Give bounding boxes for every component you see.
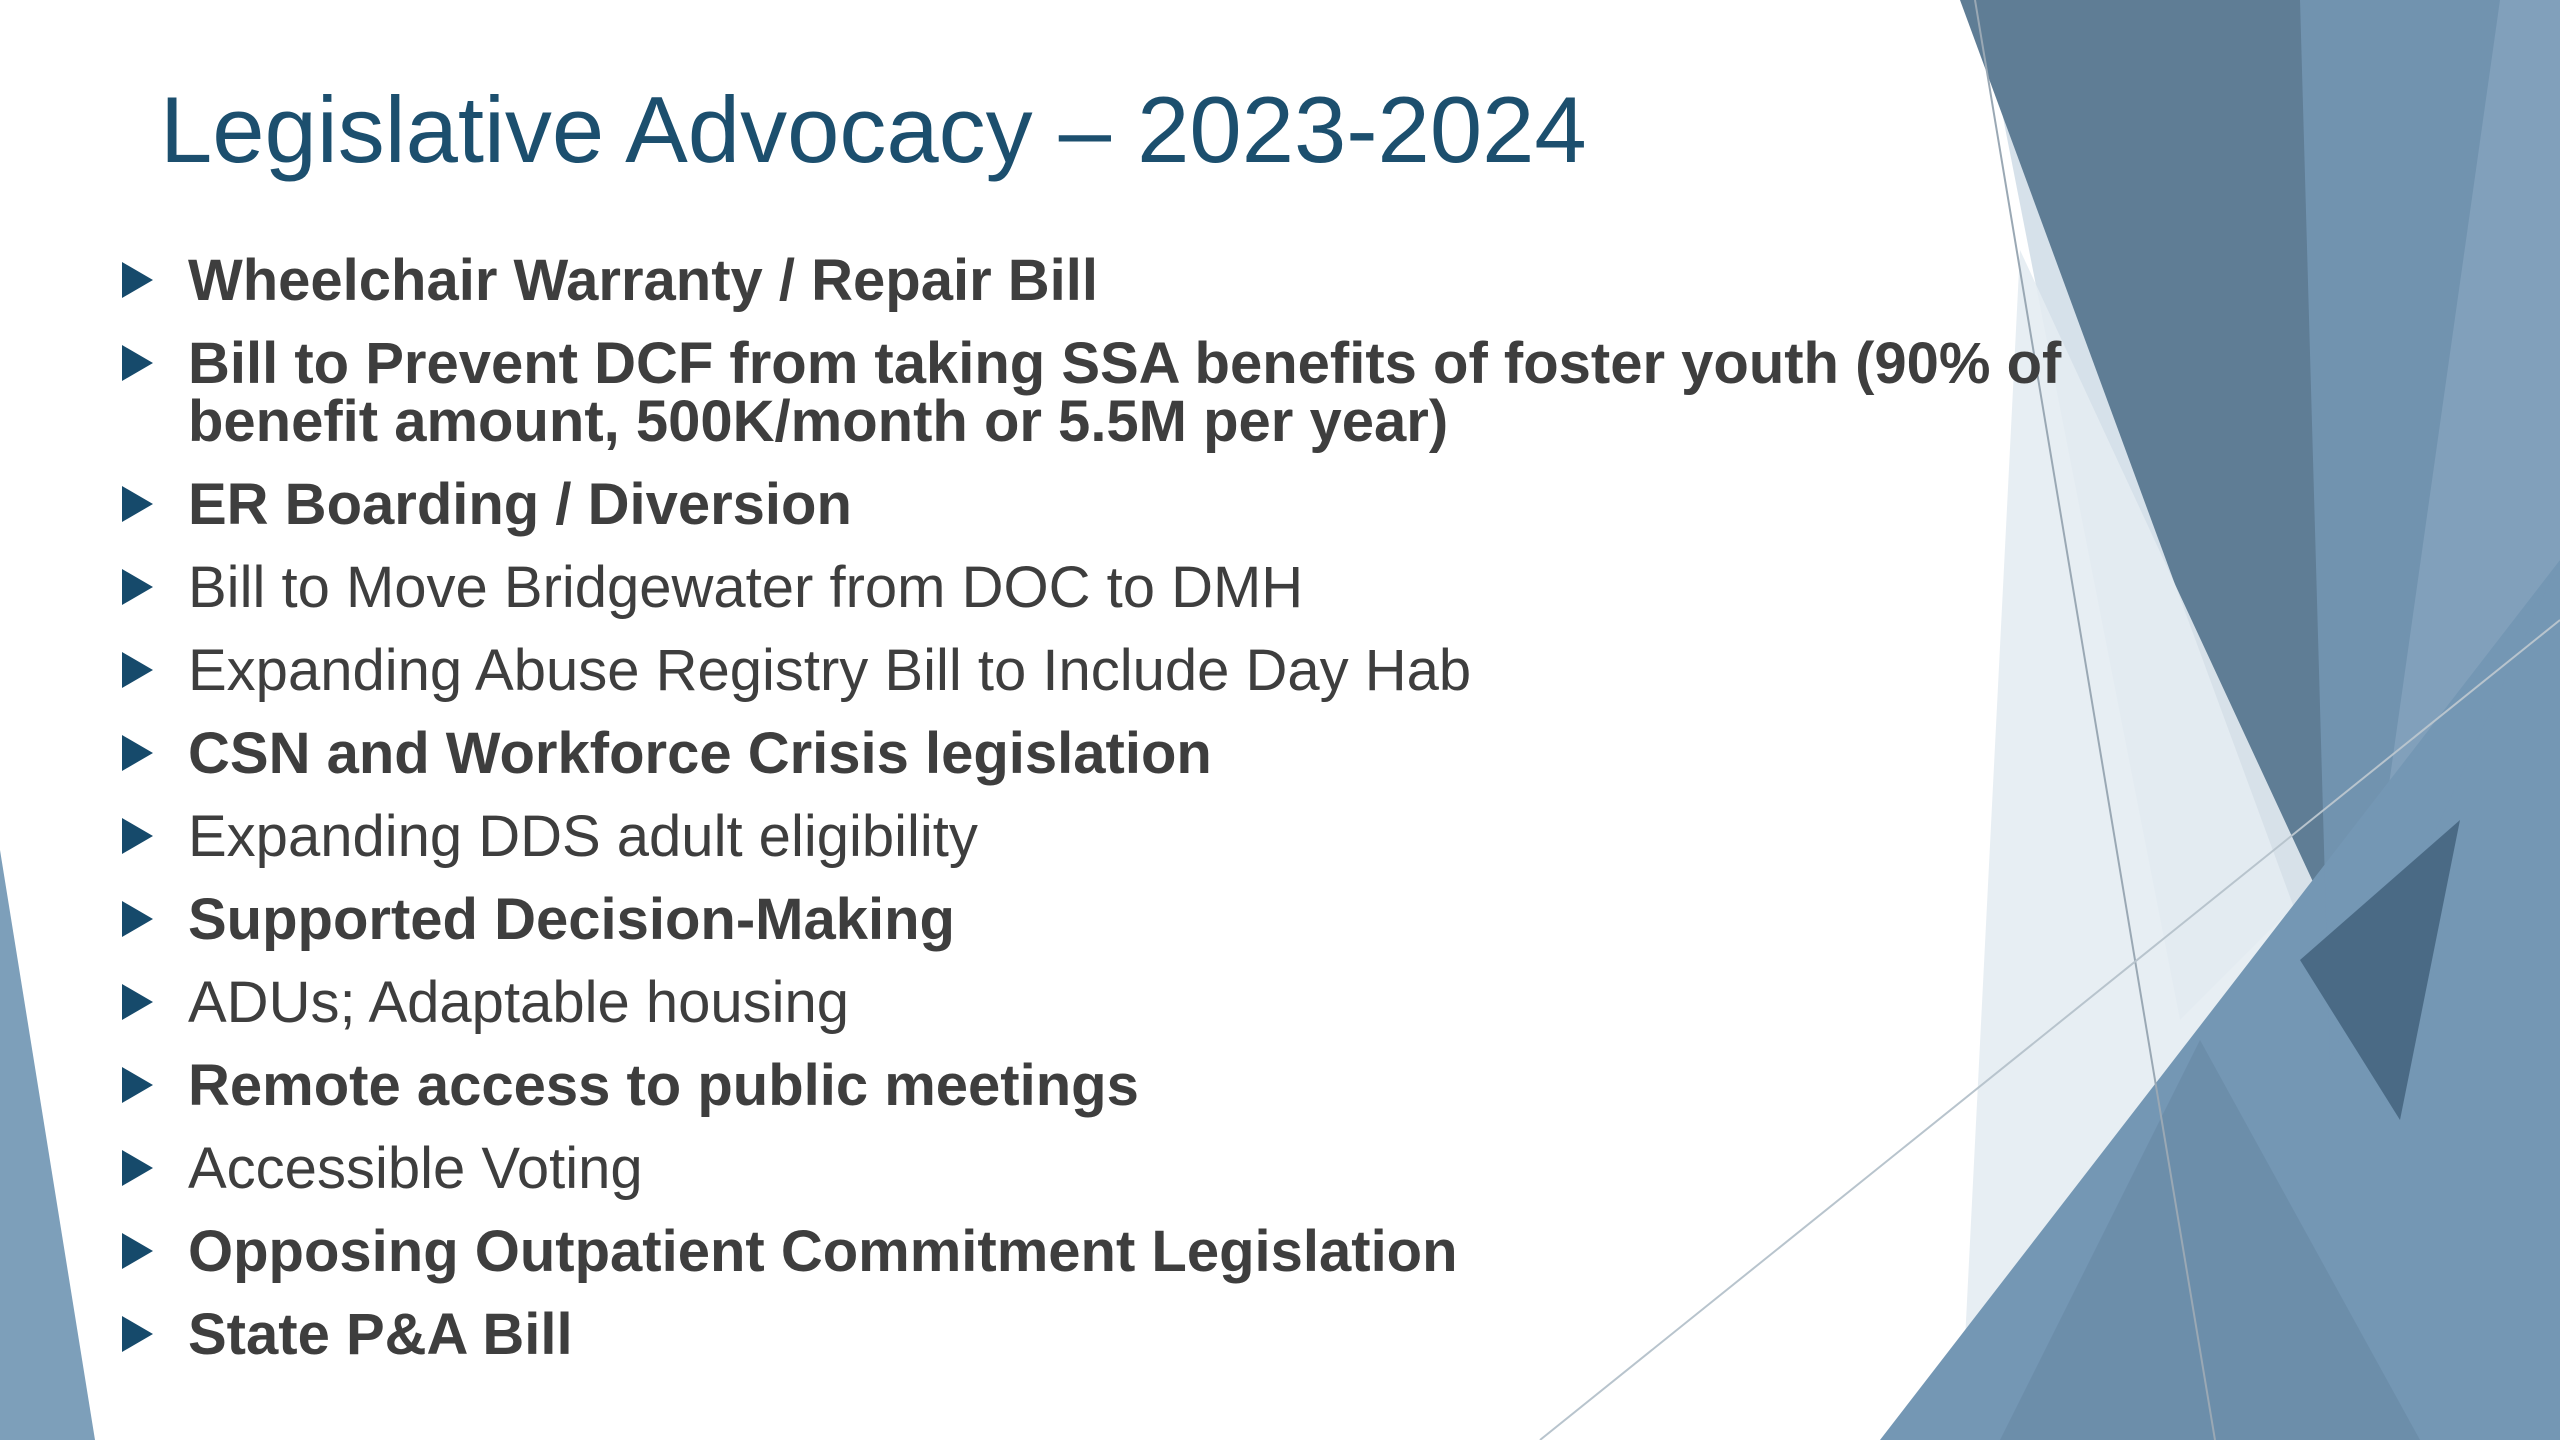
bullet-item	[118, 1053, 2118, 1118]
bullet-item	[118, 1136, 2118, 1201]
triangle-right-icon	[122, 1316, 153, 1352]
triangle-right-icon	[122, 569, 153, 605]
bullet-item	[118, 721, 2118, 786]
bullet-text: Expanding Abuse Registry Bill to Include Day Hab	[188, 638, 1472, 703]
bullet-item	[118, 1219, 2118, 1284]
triangle-right-icon	[122, 735, 153, 771]
bullet-text: ADUs; Adaptable housing	[188, 970, 849, 1035]
triangle-right-icon	[122, 1150, 153, 1186]
bullet-text: Supported Decision-Making	[188, 887, 955, 952]
bullet-item	[118, 970, 2118, 1035]
bullet-text: Expanding DDS adult eligibility	[188, 804, 978, 869]
bullet-item	[118, 804, 2118, 869]
bullet-item	[118, 248, 2118, 313]
bullet-item	[118, 555, 2118, 620]
triangle-right-icon	[122, 1067, 153, 1103]
bullet-text: Remote access to public meetings	[188, 1053, 1139, 1118]
left-edge-shape	[0, 850, 95, 1440]
slide-title: Legislative Advocacy – 2023-2024	[160, 77, 1587, 182]
triangle-right-icon	[122, 1233, 153, 1269]
bullet-text: ER Boarding / Diversion	[188, 472, 852, 537]
triangle-right-icon	[122, 652, 153, 688]
triangle-right-icon	[122, 818, 153, 854]
bullet-item	[118, 472, 2118, 537]
bullet-text: Bill to Move Bridgewater from DOC to DMH	[188, 555, 1304, 620]
bullet-text: Wheelchair Warranty / Repair Bill	[188, 248, 1098, 313]
bullet-text: Accessible Voting	[188, 1136, 643, 1201]
bullet-item	[118, 1302, 2118, 1367]
bullet-text: Bill to Prevent DCF from taking SSA benefits of foster youth (90% of benefit amount, 500K/month or 5.5M per year)	[188, 331, 2062, 454]
triangle-right-icon	[122, 262, 153, 298]
bullet-text: State P&A Bill	[188, 1302, 573, 1367]
bullet-item	[118, 331, 2118, 454]
triangle-right-icon	[122, 486, 153, 522]
bullet-text: CSN and Workforce Crisis legislation	[188, 721, 1212, 786]
bullet-list	[118, 248, 2118, 1389]
bullet-text: Opposing Outpatient Commitment Legislation	[188, 1219, 1458, 1284]
triangle-right-icon	[122, 984, 153, 1020]
bullet-item	[118, 638, 2118, 703]
triangle-right-icon	[122, 901, 153, 937]
triangle-right-icon	[122, 345, 153, 381]
bullet-item	[118, 887, 2118, 952]
